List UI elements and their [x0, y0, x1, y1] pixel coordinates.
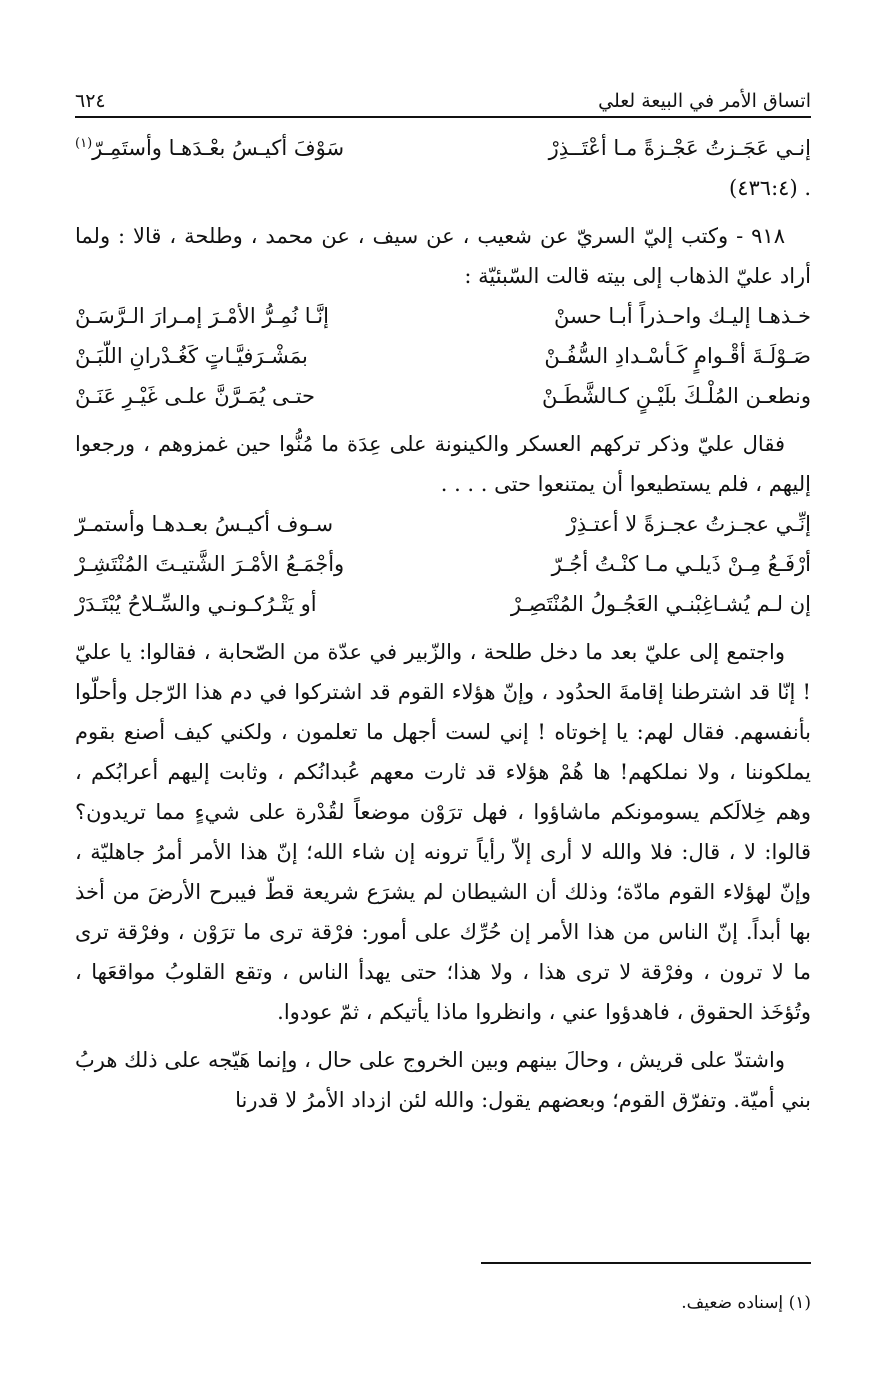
verse-line: [75, 544, 811, 584]
verse-hemistich-first: صَـوْلَـةَ أقْـوامٍ كَـأسْـدادِ السُّفُـنْ: [544, 344, 811, 368]
verse-line: [75, 128, 811, 168]
verse-line: [75, 504, 811, 544]
verse-hemistich-second: وأجْمَـعُ الأمْـرَ الشَّتيـتَ المُنْتَشِـرْ: [75, 552, 345, 576]
verse-hemistich-second: سـوف أكيـسُ بعـدهـا وأستمـرّ: [75, 512, 334, 536]
verse-hemistich-first: خـذهـا إليـك واحـذراً أبـا حسنْ: [554, 304, 811, 328]
verse-hemistich-second: [75, 128, 443, 168]
paragraph: واشتدّ على قريش ، وحالَ بينهم وبين الخروج على حال ، وإنما هَيّجه على ذلك هربُ بني أميّة. وتفرّق القوم؛ وبعضهم يقول: والله لئن ازداد الأمرُ لا قدرنا: [75, 1048, 811, 1112]
footnote-marker: (١): [788, 1293, 811, 1313]
footnote: [75, 1290, 811, 1316]
verse-hemistich-second: حتـى يُمَـرَّنَّ علـى غَيْـرِ عَنَـنْ: [75, 384, 316, 408]
verse-hemistich-second: إنَّـا نُمِـرُّ الأمْـرَ إمـرارَ الـرَّسَـنْ: [75, 304, 329, 328]
poem: [75, 504, 811, 624]
page-header: [75, 80, 811, 112]
verse-hemistich-first: ونطعـن المُلْـكَ بلَيْـنٍ كـالشَّطَـنْ: [541, 384, 811, 408]
paragraph: واجتمع إلى عليّ بعد ما دخل طلحة ، والزّبير في عدّة من الصّحابة ، فقالوا: يا عليّ ! إنّا قد اشترطنا إقامةَ الحدُود ، وإنّ هؤلاء القوم قد اشتركوا في دم هذا الرّجل وأحلّوا بأنفسهم. فقال لهم: يا إخوتاه ! إني لست أجهل ما تعلمون ، ولكني كيف أصنع بقوم يملكوننا ، ولا نملكهم! ها هُمْ هؤلاء قد ثارت معهم عُبدانُكم ، وثابت إليهم أعرابُكم ، وهم خِلالَكم يسومونكم ماشاؤوا ، فهل ترَوْن موضعاً لقُدْرة على شيءٍ مما تريدون؟ قالوا: لا ، قال: فلا والله لا أرى إلاّ رأياً ترونه إن شاء الله؛ إنّ هذا الأمر أمرُ جاهليّة ، وإنّ لهؤلاء القوم مادّة؛ وذلك أن الشيطان لم يشرَع شريعة قطّ فيبرح الأرضَ من أخذ بها أبداً. إنّ الناس من هذا الأمر إن حُرِّك على أمور: فرْقة ترى ما ترَوْن ، وفرْقة ترى ما لا ترون ، وفرْقة لا ترى هذا ، ولا هذا؛ حتى يهدأ الناس ، وتقع القلوبُ مواقعَها ، وتُؤخَذ الحقوق ، فاهدؤوا عني ، وانظروا ماذا يأتيكم ، ثمّ عودوا.: [75, 640, 811, 1024]
verse-hemistich-first: أرْفَـعُ مِـنْ ذَيلـي مـا كنْـتُ أجُـرّ: [551, 552, 811, 576]
header-rule: [75, 116, 811, 118]
verse-line: [75, 296, 811, 336]
page-body: [75, 128, 811, 1120]
verse-line: [75, 584, 811, 624]
verse-hemistich-second: بمَشْـرَفيَّـاتٍ كَغُـدْرانِ اللّبَـنْ: [75, 344, 308, 368]
verse-line: [75, 336, 811, 376]
poem: [75, 296, 811, 416]
verse-hemistich-second: أو يَتْـرُكـونـي والسِّـلاحُ يُبْتَـدَرْ: [75, 592, 317, 616]
paragraph: ٩١٨ - وكتب إليّ السريّ عن شعيب ، عن سيف ، عن محمد ، وطلحة ، قالا : ولما أراد عليّ الذهاب إلى بيته قالت السّبئيّة :: [75, 224, 811, 288]
paragraph: فقال عليّ وذكر تركهم العسكر والكينونة على عِدَة ما مُنُّوا حين غمزوهم ، ورجعوا إليهم ، فلم يستطيعوا أن يمتنعوا حتى . . . .: [75, 432, 811, 496]
verse-hemistich-first: إنـي عَجَـزتُ عَجْـزةً مـا أعْتَــذِرْ: [548, 136, 811, 160]
footnote-separator: [481, 1262, 811, 1264]
verse-hemistich-first: إنِّـي عجـزتُ عجـزةً لا أعتـذِرْ: [566, 512, 811, 536]
verse-hemistich-first: إن لـم يُشـاغِبْنـي العَجُـولُ المُنْتَصِـرْ: [510, 592, 811, 616]
page-number: ٦٢٤: [75, 90, 106, 112]
footnote-text: إسناده ضعيف.: [681, 1293, 784, 1313]
running-title: اتساق الأمر في البيعة لعلي: [598, 90, 811, 112]
footnote-reference: (١): [75, 136, 93, 151]
verse-line: [75, 376, 811, 416]
verse-hemistich-text: سَوْفَ أكيـسُ بعْـدَهـا وأستَمِـرّ: [92, 136, 345, 160]
verse-citation: . (٤٣٦:٤): [729, 176, 811, 200]
